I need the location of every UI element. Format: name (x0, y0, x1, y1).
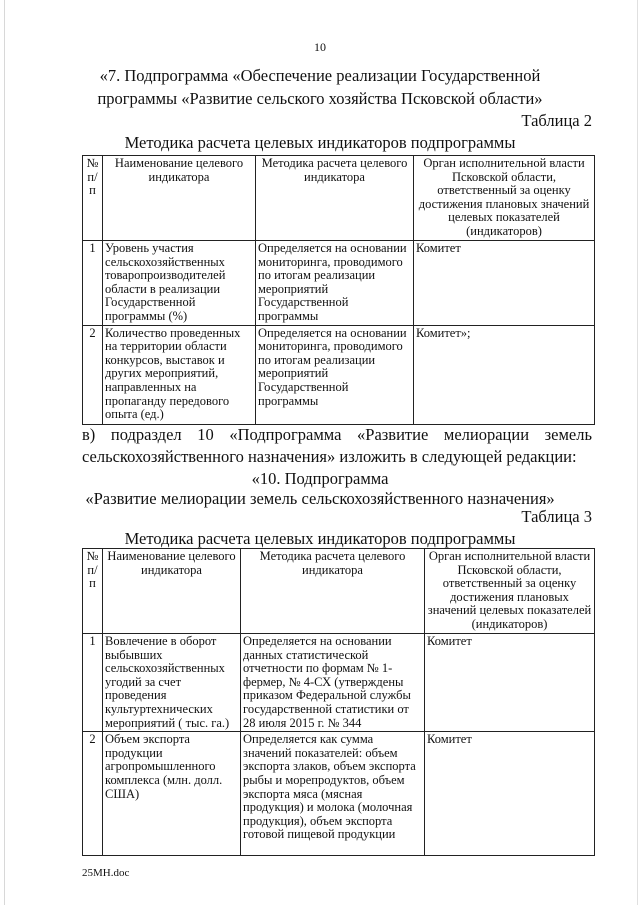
table3-header-name: Наименование целевого индикатора (103, 549, 241, 634)
table-row (83, 241, 595, 326)
indicator-name: Объем экспорта продукции агропромышленного комплекса (млн. долл. США) (103, 732, 241, 856)
indicator-name: Уровень участия сельскохозяйственных товаропроизводителей области в реализации Государственной программы (%) (103, 241, 256, 326)
page-number: 10 (314, 40, 326, 54)
row-number: 1 (83, 634, 103, 732)
subheading-line-1: «10. Подпрограмма (251, 469, 389, 488)
table3 (82, 548, 595, 856)
table-row (83, 634, 595, 732)
table3-title: Методика расчета целевых индикаторов подпрограммы (124, 529, 516, 548)
table2-header-row (83, 156, 595, 241)
indicator-method: Определяется на основании мониторинга, проводимого по итогам реализации мероприятий Государственной программы (256, 325, 414, 424)
subheading-line-2: «Развитие мелиорации земель сельскохозяйственного назначения» (85, 489, 555, 508)
table2-header-organ: Орган исполнительной власти Псковской области, ответственный за оценку достижения плановых значений целевых показателей (индикаторов) (414, 156, 595, 241)
table2 (82, 155, 595, 425)
table3-header-organ: Орган исполнительной власти Псковской области, ответственный за оценку достижения плановых значений целевых показателей (индикаторов) (425, 549, 595, 634)
table3-header-num: № п/п (83, 549, 103, 634)
indicator-method: Определяется на основании данных статистической отчетности по формам № 1-фермер, № 4-СХ (утверждены приказом Федеральной службы государственной статистики от 28 июля 2015 г. № 344 (241, 634, 425, 732)
row-number: 2 (83, 325, 103, 424)
footer-filename: 25МН.doc (82, 867, 130, 879)
indicator-method: Определяется как сумма значений показателей: объем экспорта злаков, объем экспорта рыбы и морепродуктов, объем экспорта мяса (мясная продукция) и молока (молочная продукция), объем экспорта готовой пищевой продукции (241, 732, 425, 856)
indicator-name: Вовлечение в оборот выбывших сельскохозяйственных угодий за счет проведения культуртехнических мероприятий ( тыс. га.) (103, 634, 241, 732)
responsible-organ: Комитет (425, 732, 595, 856)
responsible-organ: Комитет (425, 634, 595, 732)
row-number: 1 (83, 241, 103, 326)
table2-header-method: Методика расчета целевого индикатора (256, 156, 414, 241)
indicator-name: Количество проведенных на территории области конкурсов, выставок и других мероприятий, направленных на пропаганду передового опыта (ед.) (103, 325, 256, 424)
table2-header-num: № п/п (83, 156, 103, 241)
heading-line-1: «7. Подпрограмма «Обеспечение реализации Государственной (99, 66, 541, 85)
paragraph-line-2: сельскохозяйственного назначения» изложить в следующей редакции: (82, 447, 577, 466)
indicator-method: Определяется на основании мониторинга, проводимого по итогам реализации мероприятий Государственной программы (256, 241, 414, 326)
table2-title: Методика расчета целевых индикаторов подпрограммы (124, 133, 516, 152)
table-row (83, 732, 595, 856)
table2-header-name: Наименование целевого индикатора (103, 156, 256, 241)
responsible-organ: Комитет (414, 241, 595, 326)
paragraph-line-1: в) подраздел 10 «Подпрограмма «Развитие мелиорации земель (82, 425, 592, 444)
responsible-organ: Комитет»; (414, 325, 595, 424)
table3-label: Таблица 3 (521, 507, 592, 526)
table3-header-method: Методика расчета целевого индикатора (241, 549, 425, 634)
row-number: 2 (83, 732, 103, 856)
table-row (83, 325, 595, 424)
table2-label: Таблица 2 (521, 111, 592, 130)
table3-header-row (83, 549, 595, 634)
heading-line-2: программы «Развитие сельского хозяйства Псковской области» (97, 89, 543, 108)
